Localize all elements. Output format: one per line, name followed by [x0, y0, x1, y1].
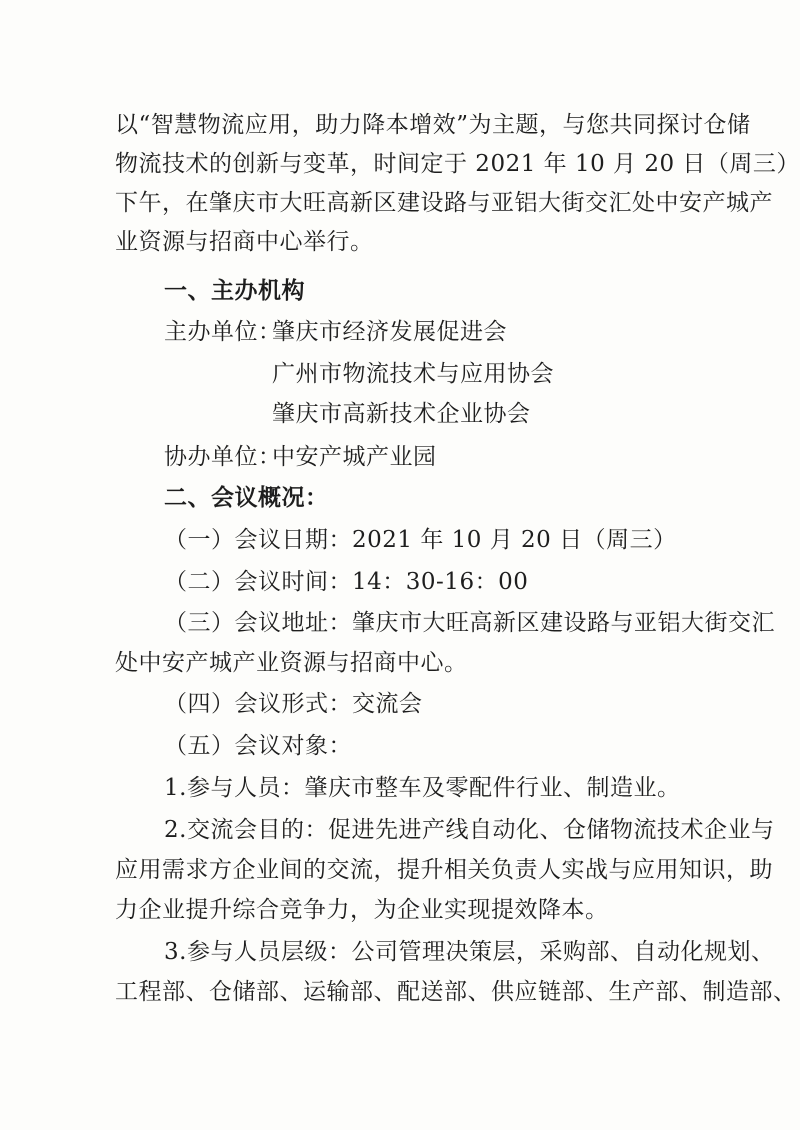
item-2-line-2: 应用需求方企业间的交流，提升相关负责人实战与应用知识，助	[115, 857, 773, 883]
meeting-audience: （五）会议对象：	[164, 733, 352, 759]
section-heading-organizers: 一、主办机构	[164, 277, 305, 304]
host-label: 主办单位：	[164, 319, 282, 345]
host-3: 肇庆市高新技术企业协会	[272, 401, 531, 427]
item-3-line-2: 工程部、仓储部、运输部、配送部、供应链部、生产部、制造部、	[115, 979, 797, 1005]
co-host-label: 协办单位：	[164, 444, 282, 470]
item-2-line-3: 力企业提升综合竞争力，为企业实现提效降本。	[115, 897, 609, 923]
item-2-line-1: 2.交流会目的：促进先进产线自动化、仓储物流技术企业与	[164, 817, 775, 843]
meeting-address-line-2: 处中安产城产业资源与招商中心。	[115, 650, 468, 676]
intro-line-3: 下午，在肇庆市大旺高新区建设路与亚铝大街交汇处中安产城产	[115, 190, 773, 216]
host-2: 广州市物流技术与应用协会	[272, 361, 554, 387]
intro-line-4: 业资源与招商中心举行。	[115, 229, 374, 255]
intro-line-1: 以“智慧物流应用，助力降本增效”为主题，与您共同探讨仓储	[115, 112, 751, 138]
co-host: 中安产城产业园	[272, 444, 437, 470]
meeting-date: （一）会议日期：2021 年 10 月 20 日（周三）	[164, 527, 677, 553]
meeting-time: （二）会议时间：14：30-16：00	[164, 569, 529, 595]
meeting-address-line-1: （三）会议地址：肇庆市大旺高新区建设路与亚铝大街交汇	[164, 610, 775, 636]
item-3-line-1: 3.参与人员层级：公司管理决策层，采购部、自动化规划、	[164, 939, 775, 965]
section-heading-overview: 二、会议概况：	[164, 484, 329, 511]
host-1: 肇庆市经济发展促进会	[272, 319, 507, 345]
meeting-format: （四）会议形式：交流会	[164, 691, 423, 717]
item-1: 1.参与人员：肇庆市整车及零配件行业、制造业。	[164, 775, 681, 801]
intro-line-2: 物流技术的创新与变革，时间定于 2021 年 10 月 20 日（周三）	[115, 151, 800, 177]
